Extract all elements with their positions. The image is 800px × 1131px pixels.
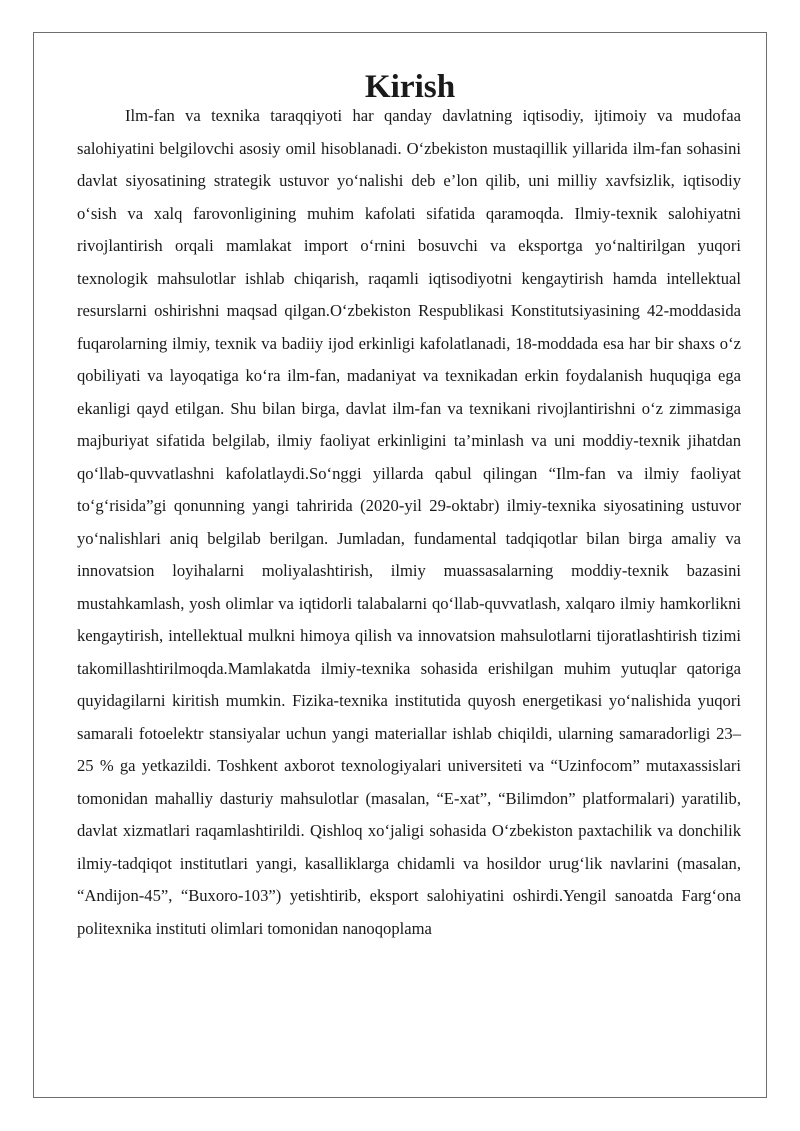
document-content: [77, 68, 741, 945]
body-paragraph: Ilm-fan va texnika taraqqiyoti har qanday davlatning iqtisodiy, ijtimoiy va mudofaa salohiyatini belgilovchi asosiy omil hisoblanadi. O‘zbekiston mustaqillik yillarida ilm-fan sohasini davlat siyosatining strategik ustuvor yo‘nalishi deb e’lon qilib, uni milliy xavfsizlik, iqtisodiy o‘sish va xalq farovonligining muhim kafolati sifatida qaramoqda. Ilmiy-texnik salohiyatni rivojlantirish orqali mamlakat import o‘rnini bosuvchi va eksportga yo‘naltirilgan yuqori texnologik mahsulotlar ishlab chiqarish, raqamli iqtisodiyotni kengaytirish hamda intellektual resurslarni oshirishni maqsad qilgan.O‘zbekiston Respublikasi Konstitutsiyasining 42-moddasida fuqarolarning ilmiy, texnik va badiiy ijod erkinligi kafolatlanadi, 18-moddada esa har bir shaxs o‘z qobiliyati va layoqatiga ko‘ra ilm-fan, madaniyat va texnikadan erkin foydalanish huquqiga ega ekanligi qayd etilgan. Shu bilan birga, davlat ilm-fan va texnikani rivojlantirishni o‘z zimmasiga majburiyat sifatida belgilab, ilmiy faoliyat erkinligini ta’minlash va uni moddiy-texnik jihatdan qo‘llab-quvvatlashni kafolatlaydi.So‘nggi yillarda qabul qilingan “Ilm-fan va ilmiy faoliyat to‘g‘risida”gi qonunning yangi tahririda (2020-yil 29-oktabr) ilmiy-texnika siyosatining ustuvor yo‘nalishlari aniq belgilab berilgan. Jumladan, fundamental tadqiqotlar bilan birga amaliy va innovatsion loyihalarni moliyalashtirish, ilmiy muassasalarning moddiy-texnik bazasini mustahkamlash, yosh olimlar va iqtidorli talabalarni qo‘llab-quvvatlash, xalqaro ilmiy hamkorlikni kengaytirish, intellektual mulkni himoya qilish va innovatsion mahsulotlarni tijoratlashtirish tizimi takomillashtirilmoqda.Mamlakatda ilmiy-texnika sohasida erishilgan muhim yutuqlar qatoriga quyidagilarni kiritish mumkin. Fizika-texnika institutida quyosh energetikasi yo‘nalishida yuqori samarali fotoelektr stansiyalar uchun yangi materiallar ishlab chiqildi, ularning samaradorligi 23–25 % ga yetkazildi. Toshkent axborot texnologiyalari universiteti va “Uzinfocom” mutaxassislari tomonidan mahalliy dasturiy mahsulotlar (masalan, “E-xat”, “Bilimdon” platformalari) yaratilib, davlat xizmatlari raqamlashtirildi. Qishloq xo‘jaligi sohasida O‘zbekiston paxtachilik va donchilik ilmiy-tadqiqot institutlari yangi, kasalliklarga chidamli va hosildor urug‘lik navlarini (masalan, “Andijon-45”, “Buxoro-103”) yetishtirib, eksport salohiyatini oshirdi.Yengil sanoatda Farg‘ona politexnika instituti olimlari tomonidan nanoqoplama: [77, 106, 741, 938]
document-title: Kirish: [364, 68, 456, 105]
